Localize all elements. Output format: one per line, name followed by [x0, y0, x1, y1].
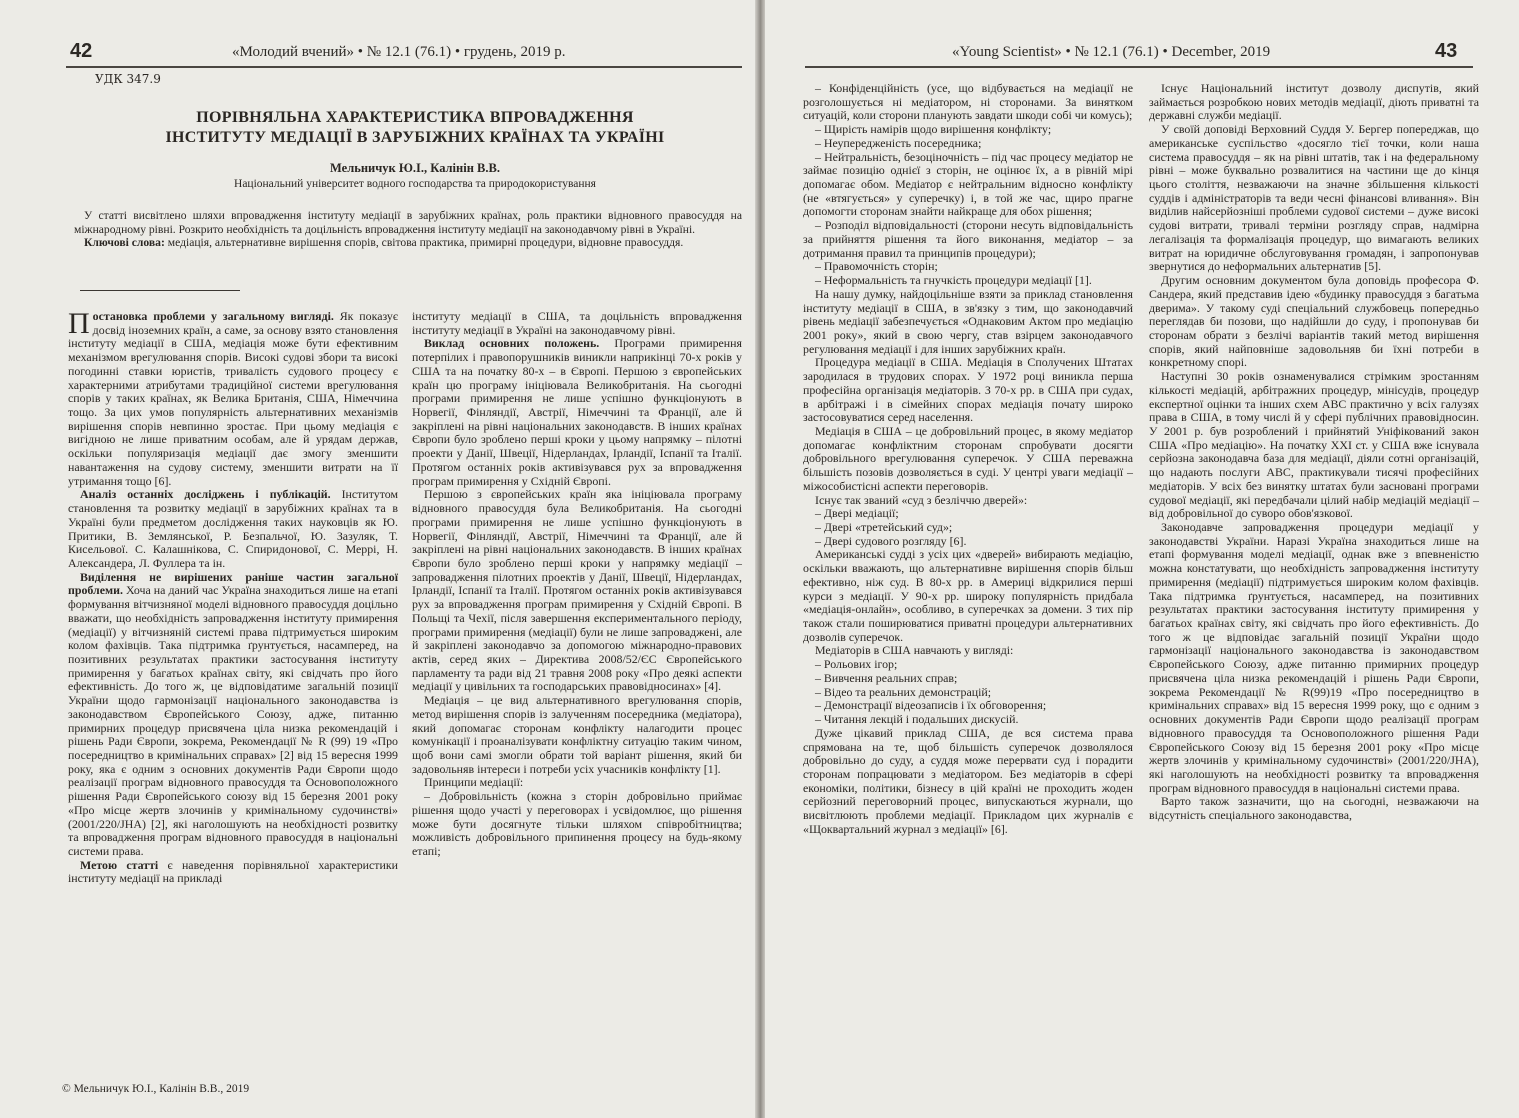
paragraph: – Щирість намірів щодо вирішення конфлікту;: [815, 122, 1052, 137]
left-page: [0, 0, 757, 1118]
paragraph: Хоча на даний час Україна знаходиться лише на етапі формування вітчизняної моделі відновного правосуддя доцільно вважати, що необхідність запровадження інституту примирення (медіації) у вітчизняній системі права підтримується широким колом фахівців. Така підтримка ґрунтується, насамперед, на позитивних результатах практики застосування інституту примирення у багатьох країнах світу, які свідчать про його ефективність. До того ж, це відповідатиме загальній позиції України щодо гармонізації національного законодавства із законодавством Європейського Союзу, адже, питанню примирних процедур присвячена ціла низка рекомендацій і рішень Ради Європи, зокрема, Рекомендації № R (99) 19 «Про посередництво в кримінальних справах» [2] від 15 вересня 1999 року, яка є одним з основних документів Ради Європи щодо реалізації програм відновного правосуддя та Основоположного рішення Ради Європейського союзу від 15 березня 2001 року «Про місце жертв злочинів у кримінальному судочинстві» (2001/220/JHA) [2], які наголошують на необхідності розвитку та впровадження програм відновного правосуддя в національні системи права.: [68, 583, 398, 859]
paragraph: Медіаторів в США навчають у вигляді:: [815, 643, 1014, 658]
section-heading: Метою статті: [80, 857, 159, 872]
right-column-2: [1149, 82, 1479, 823]
paragraph: Процедура медіації в США. Медіація в Сполучених Штатах зародилася в трудових спорах. У 1972 році виникла перша професійна організація медіаторів. З 70-х рр. в США при судах, в арбітражі і в сімейних спорах медіація почату широко застосовуватися серед населення.: [803, 355, 1133, 425]
list-item: – Двері судового розгляду [6].: [815, 533, 967, 548]
paragraph: Дуже цікавий приклад США, де вся система права спрямована на те, щоб більшість суперечок дозволялося добровільно до суду, а суддя може перервати суд і порадити сторонам попрацювати з медіатором. Без медіаторів в сфері економіки, політики, бізнесу в цій країні не проходить жоден серйозний переговорний процес, випускаються журнали, що висвітлюють проблеми медіації. Прикладом цих журналів є «Щоквартальний журнал з медіації» [6].: [803, 725, 1133, 836]
paragraph: На нашу думку, найдоцільніше взяти за приклад становлення інституту медіації в США, в зв'язку з тим, що законодавчий рівень медіації забезпечується «Однаковим Актом про медіацію 2001 року», який в свою чергу, став взірцем законодавчого регулювання медіації і для інших зарубіжних країн.: [803, 286, 1133, 356]
paragraph: – Неформальність та гнучкість процедури медіації [1].: [815, 273, 1092, 288]
title-line: ПОРІВНЯЛЬНА ХАРАКТЕРИСТИКА ВПРОВАДЖЕННЯ: [196, 109, 634, 126]
left-column-1: [68, 307, 399, 886]
section-heading: Виклад основних положень.: [424, 336, 600, 351]
section-heading: остановка проблеми у загальному вигляді.: [92, 309, 334, 323]
list-item: – Двері «третейський суд»;: [815, 520, 953, 534]
list-item: – Читання лекцій і подальших дискусій.: [815, 712, 1019, 727]
paragraph: У своїй доповіді Верховний Суддя У. Бергер попереджав, що американське суспільство «досягло тієї точки, коли наша система правосуддя – як на рівні штатів, так і на федеральному рівні – може буквально розвалитися на частини ще до кінця цього століття, незважаючи на значне збільшення кількості суддів і адміністраторів та веди чесні фінансові вливання». Він виділив найсерйозніші проблеми судової системи – дуже високі судові витрати, тривалі терміни розгляду справ, надмірна легалізація та формалізація процедур, що вимагають великих витрат на юридичне обслуговування громадян, і запропонував звернутися до неформальних альтернатив [5].: [1149, 122, 1479, 274]
right-column-1: [803, 82, 1133, 837]
article-title: [90, 108, 740, 148]
paragraph: Існує так званий «суд з безліччю дверей»:: [815, 492, 1028, 507]
udk-code: УДК 347.9: [95, 72, 161, 86]
paragraph: Медіація – це вид альтернативного врегулювання спорів, метод вирішення спорів із залученням посередника (медіатора), який допомагає сторонам конфлікту налагодити процес комунікації і проаналізувати конфліктну ситуацію таким чином, щоб вони самі змогли обрати той варіант рішення, який би задовольняв інтереси і потреби усіх учасників конфлікту [1].: [412, 693, 742, 776]
affiliation: Національний університет водного господарства та природокористування: [234, 178, 596, 190]
paragraph: Законодавче запровадження процедури медіації у законодавстві України. Наразі Україна знаходиться лише на етапі формування моделі медіації, однак вже з впевненістю можна констатувати, що необхідність запровадження інституту примирення (медіації) підтримується широким колом фахівців. Така підтримка ґрунтується, насамперед, на позитивних результатах практики застосування інституту примирення у багатьох країнах світу, які свідчать про його ефективність. До того ж це відповідає загальній позиції України щодо гармонізації національного законодавства із законодавством Європейського Союзу, адже питанню примирних процедур присвячена ціла низка рекомендацій і рішень Ради Європи, зокрема Рекомендації № R(99)19 «Про посередництво в кримінальних справах» від 15 вересня 1999 року, що є одним з основних документів Ради Європи щодо реалізації програм відновного правосуддя та Основоположного рішення Ради Європейського Союзу від 15 березня 2001 року «Про місце жертв злочинів у кримінальному судочинстві» (2001/220/JHA), які наголошують на необхідності розвитку та впровадження програм відновного правосуддя в національні системи права.: [1149, 520, 1479, 795]
left-column-2: [412, 310, 742, 859]
keywords-label: Ключові слова:: [84, 236, 165, 250]
paragraph: – Добровільність (кожна з сторін добровільно приймає рішення щодо участі у переговорах і усвідомлює, що рішення може бути досягнуте тільки шляхом співробітництва; можливість добровільного припинення процесу на будь-якому етапі;: [412, 789, 742, 859]
section-divider: [80, 290, 240, 291]
paragraph: Програми примирення потерпілих і правопорушників виникли наприкінці 70-х років у США та на початку 80-х – в Європі. Першою з європейських країн цю програму ініціювала Великобританія. На сьогодні програми примирення не лише успішно функціонують в Норвегії, Фінляндії, Австрії, Німеччині та Франції, але й закріплені на рівні національних законодавств. В інших країнах Європи було зроблено перші кроки у цьому напрямку – пілотні проекти у Данії, Швеції, Нідерландах, Ірландії, Іспанії та Італії. Протягом останніх років активізувався рух за впровадження програм примирення у Східній Європі.: [412, 336, 742, 488]
list-item: – Демонстрації відеозаписів і їх обговорення;: [815, 698, 1047, 713]
running-head: «Молодий вчений» • № 12.1 (76.1) • грудень, 2019 р.: [232, 44, 566, 60]
paragraph: Як показує досвід іноземних країн, а саме, за основу взято становлення інституту медіації в США, медіація може бути ефективним механізмом врегулювання спорів. Високі судові збори та високі погодинні ставки юристів, тривалість судового процесу є характерними атрибутами традиційної системи врегулювання спорів у таких країнах, як Велика Британія, США, Німеччина тощо. За цих умов популярність альтернативних механізмів вирішення спорів невпинно зростає. При цьому медіація є вигідною не лише приватним особам, але й урядам держав, оскільки популяризація медіації дає змогу зменшити навантаження на судову систему, зменшити витрати на її утримання тощо [6].: [68, 309, 398, 488]
paragraph: Наступні 30 років ознаменувалися стрімким зростанням кількості медіацій, арбітражних процедур, мінісудів, процедур експертної оцінки та інших схем АВС практично у всіх галузях права в США, в тому числі й у сфері публічних правовідносин. У 2001 р. був розроблений і прийнятий Уніфікований закон США «Про медіацію». На початку XXI ст. у США вже існувала серйозна законодавча база для медіації, діяли сотні організацій, що надають послуги АВС, практикували тисячі професійних медіаторів. У всіх без винятку штатах були засновані програми судової медіації, які передбачали цілий набір медіацій медіації – від добровільної до суворо обов'язкової.: [1149, 369, 1479, 521]
authors: Мельничук Ю.І., Калінін В.В.: [330, 161, 500, 175]
paragraph: Варто також зазначити, що на сьогодні, незважаючи на відсутність спеціального законодавства,: [1149, 794, 1479, 823]
drop-cap: П: [68, 307, 90, 340]
list-item: – Двері медіації;: [815, 506, 899, 521]
paragraph: Першою з європейських країн яка ініціювала програму відновного правосуддя була Великобританія. На сьогодні програми примирення не лише успішно функціонують в Норвегії, Фінляндії, Австрії, Німеччині та Франції, але й закріплені на рівні національних законодавств. В інших країнах Європи було зроблено перші кроки у напрямку медіації – запровадження пілотних проектів у Данії, Швеції, Нідерландах, Ірландії, Іспанії та Італії. Протягом останніх років активізувався рух за впровадження програм примирення у Східній Європі. В Польщі та Чехії, після завершення експериментального періоду, програми примирення (медіації) були не лише запроваджені, але й закріплені законодавчо за допомогою міжнародно-правових актів, серед яких – Директива 2008/52/ЄС Європейського парламенту та ради від 21 травня 2008 року «Про деякі аспекти медіації у цивільних та господарських правовідносинах» [4].: [412, 487, 742, 694]
right-page: [765, 0, 1519, 1118]
abstract: [74, 209, 742, 250]
paragraph: Інститутом становлення та розвитку медіації в зарубіжних країнах та в Україні були предметом дослідження таких науковців як Ю. Притики, В. Землянської, Р. Безпальчої, Ю. Зазуляк, Т. Кисельової. С. Калашнікова, С. Спиридонової, С. Меррі, Н. Александера, Л. Фуллера та ін.: [68, 487, 398, 570]
list-item: – Відео та реальних демонстрацій;: [815, 684, 992, 699]
paragraph: – Неупередженість посередника;: [815, 135, 982, 150]
section-heading: Аналіз останніх досліджень і публікацій.: [80, 487, 331, 502]
abstract-text: У статті висвітлено шляхи впровадження інституту медіації в зарубіжних країнах, роль практики відновного правосуддя на міжнародному рівні. Розкрито необхідність та доцільність впровадження інституту медіації на законодавчому рівні в Україні.: [74, 209, 742, 236]
paragraph: – Нейтральність, безоціночність – під час процесу медіатор не займає позицію однієї з сторін, не оцінює їх, а в рівній мірі допомагає обом. Медіатор є нейтральним відносно конфлікту (не «втягується» у суперечку) і, в той же час, щиро прагне допомогти сторонам знайти найкраще для обох рішення;: [803, 149, 1133, 219]
copyright-footer: © Мельничук Ю.І., Калінін В.В., 2019: [62, 1083, 250, 1095]
paragraph: – Правомочність сторін;: [815, 259, 938, 274]
paragraph: – Конфіденційність (усе, що відбувається на медіації не розголошується ні медіатором, ні сторонами. За винятком ситуацій, коли сторони планують завдати шкоди собі чи комусь);: [803, 81, 1133, 123]
list-item: – Вивчення реальних справ;: [815, 670, 958, 685]
paragraph: Американські судді з усіх цих «дверей» вибирають медіацію, оскільки вважають, що альтернативне вирішення спорів більш ефективно, ніж суд. В 80-х рр. в Америці відкрилися перші курси з медіації. У 90-х рр. широку популярність придбала «медіація-онлайн», особливо, в суперечках за домени. З тих пір також стали поширюватися приватні процедури альтернативних дозволів суперечок.: [803, 547, 1133, 644]
paragraph: Принципи медіації:: [424, 775, 524, 790]
page-number: 42: [70, 40, 93, 62]
page-number: 43: [1435, 40, 1458, 62]
paragraph: – Розподіл відповідальності (сторони несуть відповідальність за прийняття рішення та його виконання, медіатор – за дотримання правил та принципів процедури);: [803, 218, 1133, 260]
section-heading: Виділення не вирішених раніше частин загальної проблеми.: [68, 569, 398, 598]
paragraph: Другим основним документом була доповідь професора Ф. Сандера, який представив ідею «будинку правосуддя з багатьма дверима». У такому суді спеціальний службовець попередньо переглядав би позови, що надійшли до суду, і пропонував би сторонам обрати з безлічі варіантів такий метод вирішення спорів, який найповніше задовольняв би їхні потреби в конкретному спорі.: [1149, 273, 1479, 370]
paragraph: інституту медіації в США, та доцільність впровадження інституту медіації в Україні на законодавчому рівні.: [412, 309, 742, 337]
header-rule: [805, 66, 1473, 68]
header-rule: [66, 66, 742, 68]
paragraph: Існує Національний інститут дозволу диспутів, який займається розробкою нових методів медіації, діють приватні та державні служби медіації.: [1149, 81, 1479, 123]
list-item: – Рольових ігор;: [815, 657, 898, 672]
title-line: ІНСТИТУТУ МЕДІАЦІЇ В ЗАРУБІЖНИХ КРАЇНАХ ТА УКРАЇНІ: [165, 129, 665, 146]
keywords: медіація, альтернативне вирішення спорів, світова практика, примирні процедури, відновне правосуддя.: [167, 236, 684, 250]
paragraph: Медіація в США – це добровільний процес, в якому медіатор допомагає конфліктним сторонам спробувати досягти добровільного врегулювання суперечок. У США переважна більшість позовів дозволяється в суді. У центрі уваги медіації – міжособистісні аспекти переговорів.: [803, 423, 1133, 493]
running-head: «Young Scientist» • № 12.1 (76.1) • December, 2019: [952, 44, 1271, 60]
paragraph: є наведення порівняльної характеристики інституту медіації на прикладі: [68, 857, 399, 886]
